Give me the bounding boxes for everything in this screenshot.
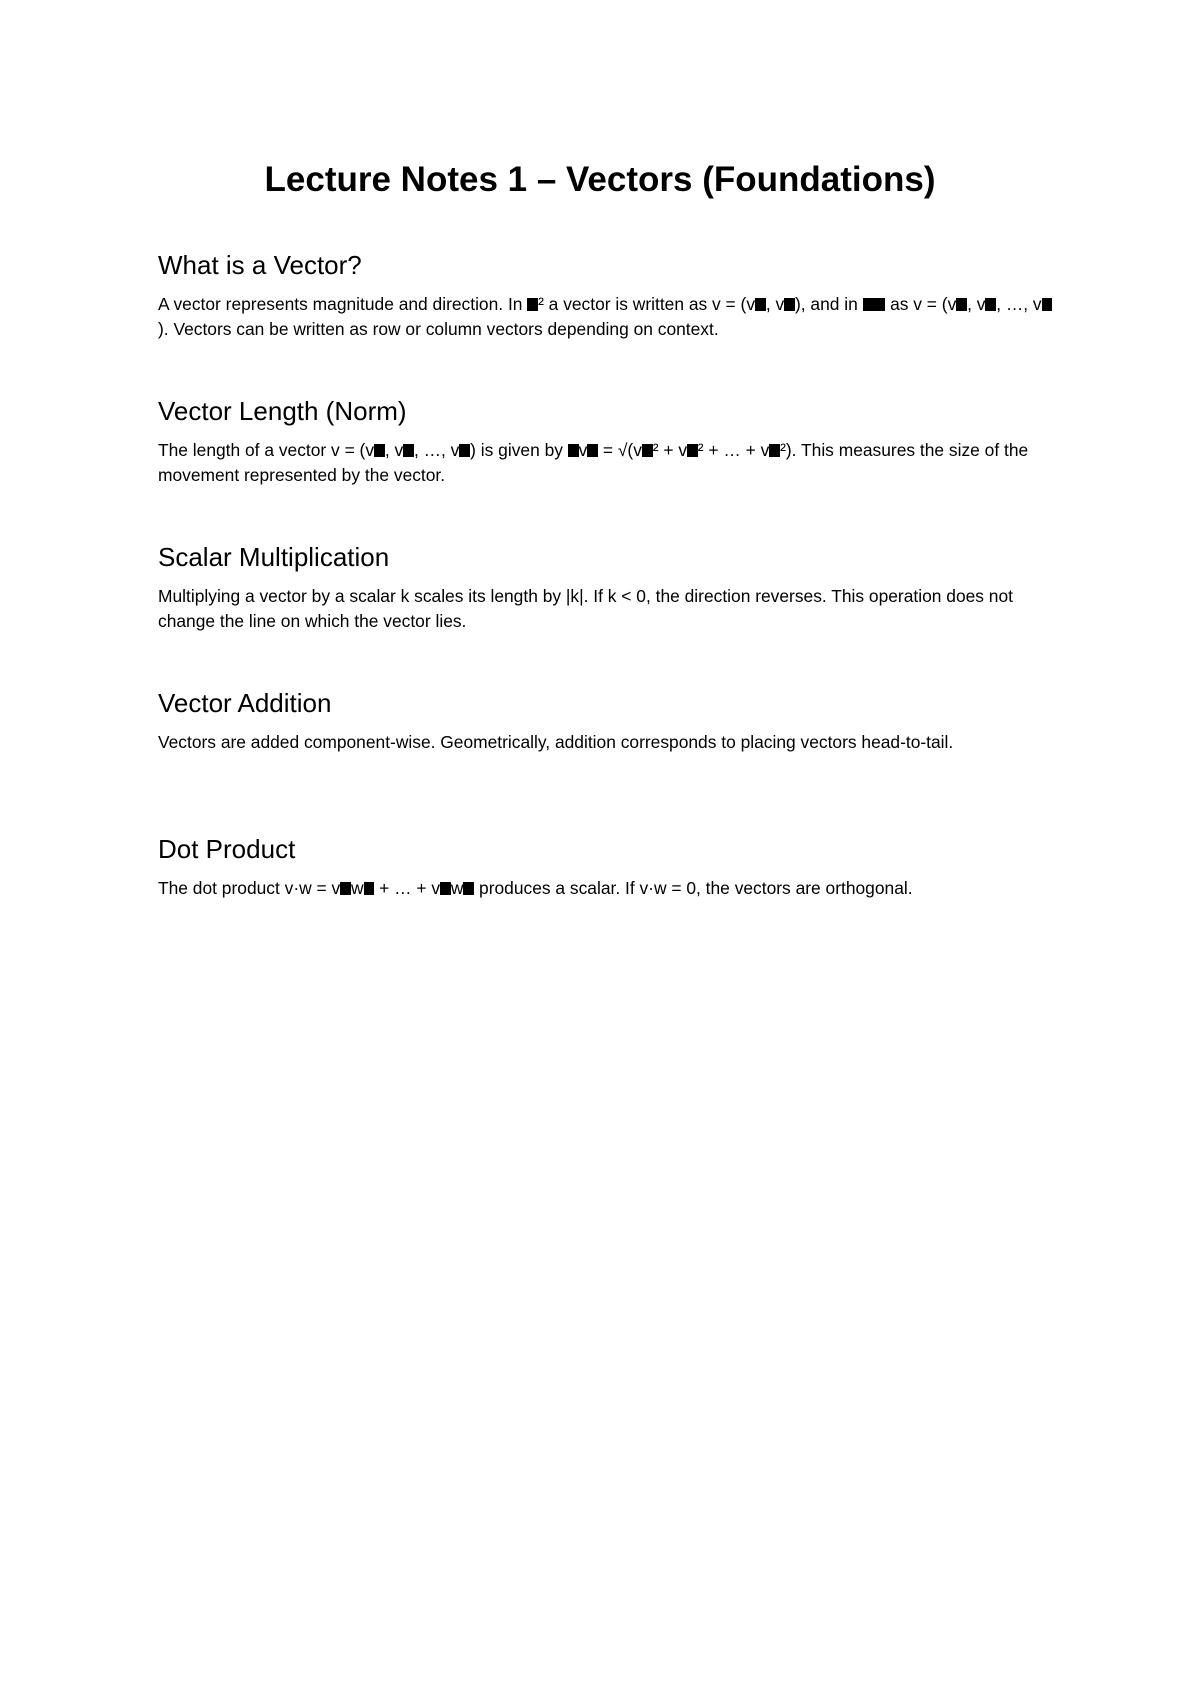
- missing-glyph-box: [687, 444, 698, 457]
- text-run: as v = (v: [885, 294, 957, 314]
- missing-glyph-box: [769, 444, 780, 457]
- text-run: ² + v: [652, 440, 688, 460]
- text-run: w: [450, 878, 464, 898]
- section-paragraph: [158, 292, 1058, 342]
- text-run: , v: [384, 440, 404, 460]
- text-run: ). Vectors can be written as row or column vectors depending on context.: [158, 319, 719, 339]
- section-vector-addition: [158, 686, 1058, 755]
- missing-glyph-box: [364, 882, 375, 895]
- section-vector-length: [158, 394, 1058, 488]
- section-heading: Dot Product: [158, 834, 296, 864]
- missing-glyph-box: [527, 298, 538, 311]
- section-dot-product: [158, 832, 1098, 901]
- missing-glyph-box: [374, 444, 385, 457]
- text-run: The dot product v·w = v: [158, 878, 341, 898]
- text-run: ) is given by: [470, 440, 568, 460]
- section-paragraph: Multiplying a vector by a scalar k scales its length by |k|. If k < 0, the direction reverses. This operation does not change the line on which the vector lies.: [158, 586, 1013, 631]
- section-paragraph: [158, 876, 1098, 901]
- missing-glyph-box: [863, 298, 886, 311]
- missing-glyph-box: [1042, 298, 1053, 311]
- section-heading: Scalar Multiplication: [158, 542, 390, 572]
- text-run: ²). This measures the size of the movement represented by the vector.: [158, 440, 1029, 485]
- missing-glyph-box: [459, 444, 470, 457]
- section-what-is-a-vector: [158, 248, 1058, 342]
- text-run: = √(v: [598, 440, 642, 460]
- section-heading: Vector Addition: [158, 688, 332, 718]
- text-run: The length of a vector v = (v: [158, 440, 375, 460]
- text-run: ), and in: [794, 294, 863, 314]
- text-run: v: [578, 440, 588, 460]
- missing-glyph-box: [956, 298, 967, 311]
- section-heading: What is a Vector?: [158, 250, 362, 280]
- missing-glyph-box: [784, 298, 795, 311]
- text-run: A vector represents magnitude and direction. In: [158, 294, 528, 314]
- text-run: ² + … + v: [697, 440, 770, 460]
- missing-glyph-box: [340, 882, 351, 895]
- text-run: + … + v: [374, 878, 441, 898]
- text-run: produces a scalar. If v·w = 0, the vectors are orthogonal.: [474, 878, 913, 898]
- text-run: ² a vector is written as v = (v: [538, 294, 756, 314]
- text-run: w: [350, 878, 364, 898]
- section-heading: Vector Length (Norm): [158, 396, 407, 426]
- missing-glyph-box: [755, 298, 766, 311]
- text-run: , …, v: [996, 294, 1042, 314]
- document-title: Lecture Notes 1 – Vectors (Foundations): [264, 160, 936, 199]
- section-paragraph: [158, 438, 1058, 488]
- missing-glyph-box: [440, 882, 451, 895]
- text-run: , …, v: [413, 440, 460, 460]
- missing-glyph-box: [642, 444, 653, 457]
- missing-glyph-box: [403, 444, 414, 457]
- text-run: , v: [765, 294, 785, 314]
- missing-glyph-box: [587, 444, 598, 457]
- section-scalar-multiplication: [158, 540, 1058, 634]
- missing-glyph-box: [463, 882, 474, 895]
- missing-glyph-box: [568, 444, 579, 457]
- section-paragraph: Vectors are added component-wise. Geometrically, addition corresponds to placing vectors head-to-tail.: [158, 732, 954, 752]
- text-run: , v: [967, 294, 986, 314]
- missing-glyph-box: [985, 298, 996, 311]
